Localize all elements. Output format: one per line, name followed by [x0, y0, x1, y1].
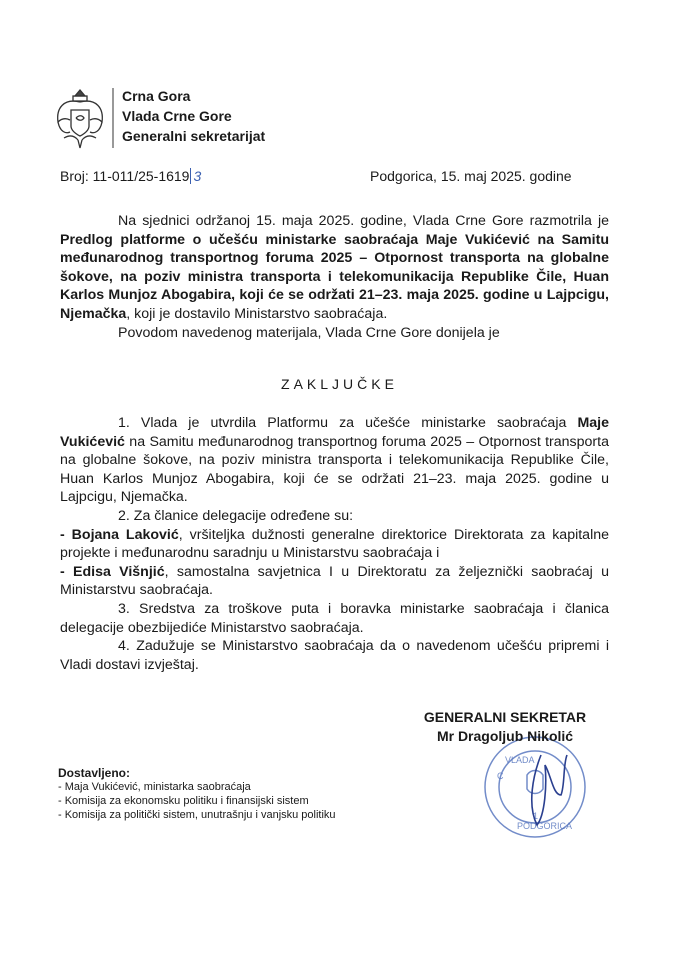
header-divider [112, 88, 114, 148]
conclusion-2: 2. Za članice delegacije određene su: [118, 507, 354, 524]
intro-subject: Predlog platforme o učešću ministarke saobraćaja Maje Vukićević na Samitu međunarodnog transportnog foruma 2025 – Otpornost transporta na globalne šokove, na poziv ministra transporta i telekomunikacija Republike Čile, Huan Karlos Munjoz Abogabira, koji će se održati 21–23. maja 2025. godine u Lajpcigu, Njemačka [60, 231, 609, 322]
signatory-title: GENERALNI SEKRETAR [423, 709, 587, 725]
distribution-list [58, 766, 336, 822]
org-government: Vlada Crne Gore [122, 108, 232, 124]
minister-name: Maje Vukićević [60, 415, 609, 450]
signature-block [405, 708, 605, 746]
issuer-block [122, 86, 265, 146]
conclusion-1 [60, 414, 609, 507]
svg-text:VLADA: VLADA [505, 755, 535, 765]
svg-text:C: C [497, 771, 504, 781]
member-name: - Edisa Višnjić [60, 563, 165, 580]
delegation-member-2 [60, 563, 609, 600]
reference-number [60, 168, 201, 184]
distribution-item: - Komisija za ekonomsku politiku i finansijski sistem [58, 795, 309, 807]
montenegro-coat-of-arms-icon [52, 88, 108, 150]
conclusion-text: na Samitu međunarodnog transportnog foruma 2025 – Otpornost transporta na globalne šokove, na poziv ministra transporta i telekomunikacija Republike Čile, Huan Karlos Munjoz Abogabira, koji će se održati 21–23. maja 2025. godine u Lajpcigu, Njemačka. [60, 433, 609, 506]
org-country: Crna Gora [122, 88, 191, 104]
intro-text: Na sjednici održanoj 15. maja 2025. godine, Vlada Crne Gore razmotrila je [118, 213, 609, 229]
signatory-name: Mr Dragoljub Nikolić [436, 728, 574, 744]
conclusion-4: 4. Zadužuje se Ministarstvo saobraćaja da o navedenom učešću pripremi i Vladi dostavi izvještaj. [60, 638, 609, 673]
place-date: Podgorica, 15. maj 2025. godine [370, 168, 572, 184]
svg-text:1: 1 [533, 811, 539, 821]
member-role: , vršiteljka dužnosti generalne direktorice Direktorata za kapitalne projekte i međunarodnu saradnju u Ministarstvu saobraćaja i [60, 526, 610, 562]
member-role: , samostalna savjetnica I u Direktoratu za željeznički saobraćaj u Ministarstvu saobraćaja. [60, 563, 609, 599]
org-secretariat: Generalni sekretarijat [122, 128, 266, 144]
conclusion-text: 1. Vlada je utvrdila Platformu za učešće ministarke saobraćaja [118, 415, 578, 431]
conclusions [60, 414, 609, 674]
delegation-member-1 [60, 526, 609, 563]
reference-number-text: Broj: 11-011/25-1619 [60, 168, 190, 184]
official-stamp-icon [483, 735, 587, 839]
intro-paragraph-2: Povodom navedenog materijala, Vlada Crne Gore donijela je [118, 324, 500, 341]
intro-paragraph-1 [60, 212, 609, 324]
svg-text:PODGORICA: PODGORICA [517, 821, 573, 831]
distribution-label: Dostavljeno: [58, 766, 131, 780]
section-heading: ZAKLJUČKE [281, 376, 398, 392]
intro-text-end: , koji je dostavilo Ministarstvo saobraćaja. [126, 305, 388, 322]
intro [60, 212, 609, 342]
handwritten-suffix: 3 [190, 168, 201, 184]
member-name: - Bojana Laković [60, 526, 179, 543]
distribution-item: - Maja Vukićević, ministarka saobraćaja [58, 781, 251, 793]
conclusion-3: 3. Sredstva za troškove puta i boravka ministarke saobraćaja i članica delegacije obezbijediće Ministarstvo saobraćaja. [60, 600, 609, 636]
distribution-item: - Komisija za politički sistem, unutrašnju i vanjsku politiku [58, 809, 336, 821]
